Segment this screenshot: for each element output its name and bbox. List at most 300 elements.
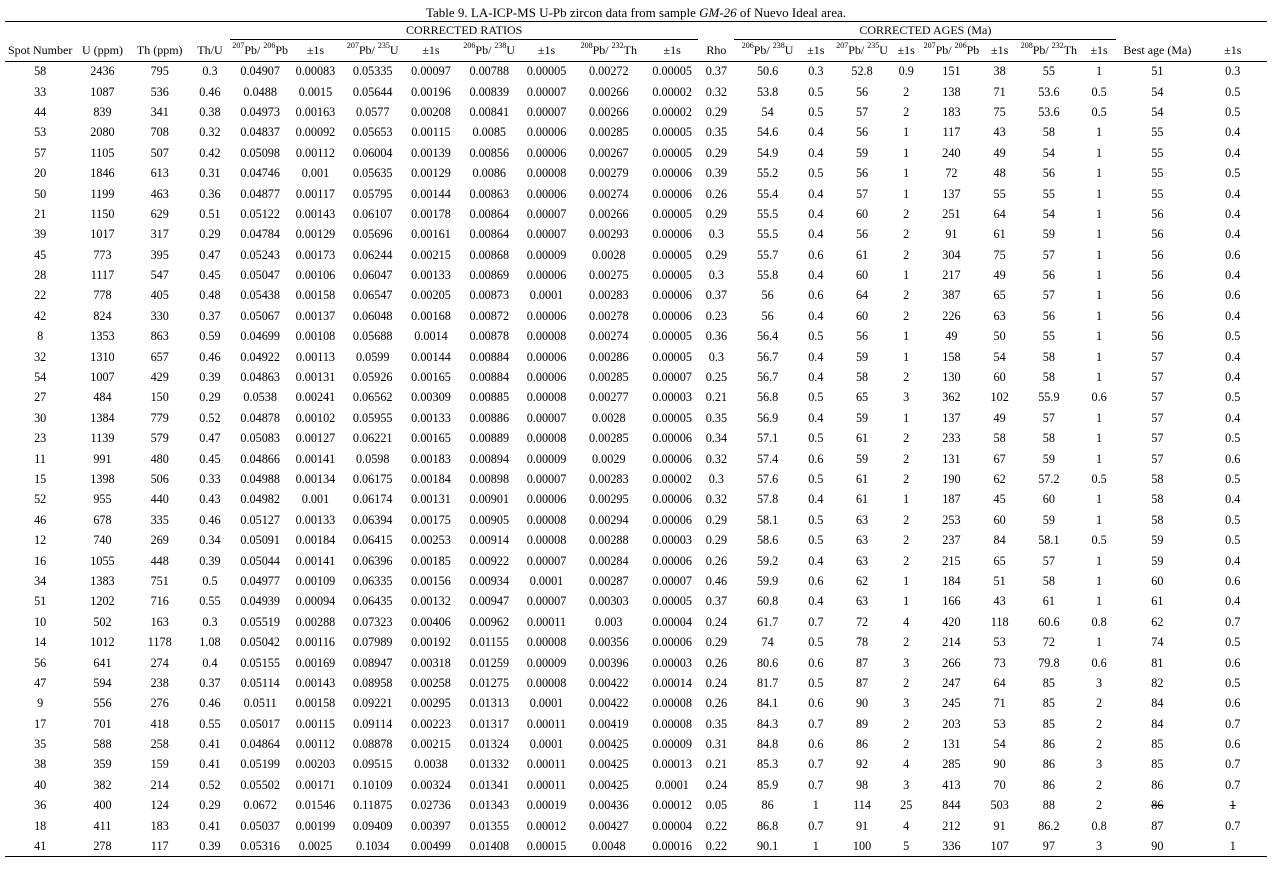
table-cell: 0.46	[199, 696, 221, 711]
table-cell: 0.01343	[469, 798, 510, 813]
table-cell: 39	[34, 227, 47, 242]
table-cell: 15	[34, 472, 47, 486]
table-cell: 57	[1151, 431, 1164, 446]
table-cell: 0.39	[705, 166, 728, 181]
table-cell: 107	[984, 836, 1016, 856]
table-cell: 0.05955	[352, 410, 393, 425]
table-cell: 0.00873	[469, 288, 510, 303]
table-cell: 49	[993, 145, 1006, 160]
table-cell: 0.4	[202, 655, 218, 670]
table-cell: 0.00288	[588, 533, 629, 548]
table-cell: 91	[855, 818, 869, 833]
table-cell: 0.00406	[411, 614, 451, 629]
table-cell: 0.00006	[526, 308, 567, 323]
table-cell: 0.6	[808, 288, 824, 303]
table-row	[5, 245, 1267, 265]
table-cell: 502	[93, 614, 112, 629]
table-cell: 1	[1199, 836, 1267, 856]
table-cell: 0.05067	[240, 308, 280, 323]
table-row	[5, 408, 1267, 428]
table-cell: 0.01324	[469, 737, 510, 752]
table-cell: 0.31	[705, 737, 728, 752]
table-cell: 0.00008	[526, 675, 567, 690]
table-cell: 0.22	[705, 818, 728, 833]
table-cell: 75	[993, 247, 1006, 262]
table-cell: 420	[942, 614, 961, 629]
table-row	[5, 265, 1267, 285]
table-cell: 214	[942, 635, 961, 650]
table-cell: 55.4	[756, 186, 779, 201]
table-cell: 61	[1042, 594, 1055, 609]
table-cell: 86.2	[1038, 818, 1060, 833]
table-cell: 0.05037	[240, 818, 280, 833]
table-cell: 4	[903, 614, 910, 629]
table-cell: 51	[1151, 64, 1164, 79]
table-cell: 0.00006	[526, 145, 567, 160]
table-cell: 59	[855, 451, 869, 466]
table-cell: 124	[150, 798, 169, 813]
table-cell: 0.05044	[240, 553, 280, 568]
table-cell: 0.7	[1225, 818, 1241, 833]
table-cell: 226	[942, 308, 961, 323]
table-cell: 0.07989	[352, 635, 393, 650]
table-cell: 60	[855, 206, 869, 221]
table-cell: 2	[903, 206, 910, 221]
table-cell: 0.00003	[652, 533, 692, 548]
table-cell: 0.0086	[472, 166, 506, 181]
table-row	[5, 694, 1267, 714]
table-cell: 56	[855, 329, 869, 344]
table-cell: 0.47	[199, 247, 221, 262]
table-cell: 130	[942, 370, 961, 385]
table-cell: 0.01408	[457, 836, 521, 856]
caption-suffix: of Nuevo Ideal area.	[736, 5, 847, 20]
table-cell: 955	[93, 492, 112, 507]
table-cell: 64	[993, 675, 1006, 690]
table-cell: 117	[942, 125, 961, 140]
table-cell: 86	[1042, 737, 1055, 752]
table-cell: 0.24	[705, 777, 728, 792]
table-cell: 0.00005	[652, 268, 692, 283]
table-cell: 0.06415	[352, 533, 393, 548]
table-cell: 536	[150, 84, 169, 99]
table-cell: 0.35	[705, 716, 728, 731]
table-cell: 0.00884	[469, 370, 510, 385]
table-cell: 0.32	[705, 84, 728, 99]
table-cell: 330	[150, 308, 169, 323]
table-cell: 0.00183	[411, 451, 451, 466]
table-cell: 278	[75, 836, 129, 856]
table-cell: 1.08	[199, 635, 221, 650]
table-cell: 49	[945, 329, 958, 344]
column-header: ±1s	[405, 40, 457, 62]
table-cell: 0.0038	[414, 757, 448, 772]
table-cell: 0.00117	[295, 186, 336, 201]
table-cell: 0.3	[708, 227, 724, 242]
table-cell: 0.00131	[295, 370, 336, 385]
table-cell: 85	[1151, 757, 1164, 772]
table-cell: 0.6	[1225, 288, 1241, 303]
table-cell: 65	[993, 288, 1006, 303]
table-cell: 0.00144	[411, 349, 451, 364]
table-cell: 137	[942, 186, 961, 201]
table-cell: 0.39	[190, 836, 230, 856]
table-cell: 51	[993, 573, 1006, 588]
table-cell: 0.00309	[411, 390, 451, 405]
table-cell: 1	[903, 125, 910, 140]
column-header: Rho	[698, 40, 734, 62]
table-cell: 0.29	[705, 247, 728, 262]
table-cell: 0.00006	[652, 635, 692, 650]
table-cell: 359	[93, 757, 112, 772]
table-cell: 55	[993, 186, 1006, 201]
table-cell: 1	[1096, 594, 1103, 609]
table-cell: 0.5	[808, 390, 824, 405]
table-cell: 0.00869	[469, 268, 510, 283]
table-cell: 3	[903, 655, 910, 670]
table-cell: 0.00203	[295, 757, 336, 772]
table-cell: 0.4	[1225, 268, 1241, 283]
table-cell: 0.00287	[588, 573, 629, 588]
table-cell: 58	[855, 370, 869, 385]
table-cell: 1	[1096, 125, 1103, 140]
table-cell: 0.00005	[652, 594, 692, 609]
table-cell: 1	[903, 410, 910, 425]
table-cell: 61	[855, 431, 869, 446]
table-cell: 0.09221	[352, 696, 393, 711]
table-cell: 0.05155	[240, 655, 280, 670]
table-cell: 1	[1096, 206, 1103, 221]
table-cell: 57	[1042, 247, 1055, 262]
table-cell: 57.2	[1038, 472, 1060, 486]
table-cell: 0.00223	[411, 716, 451, 731]
table-cell: 1	[1096, 308, 1103, 323]
table-cell: 0.48	[199, 288, 221, 303]
table-cell: 0.5	[1225, 104, 1241, 119]
table-cell: 0.32	[705, 451, 728, 466]
table-cell: 63	[993, 308, 1006, 323]
table-cell: 0.00005	[652, 349, 692, 364]
table-cell: 0.00288	[295, 614, 336, 629]
table-cell: 336	[919, 836, 983, 856]
table-row	[5, 102, 1267, 122]
table-cell: 0.00106	[295, 268, 336, 283]
table-cell: 0.05091	[240, 533, 280, 548]
table-cell: 0.00422	[588, 675, 629, 690]
table-cell: 0.00436	[588, 798, 629, 813]
column-header: ±1s	[290, 40, 340, 62]
table-row	[5, 449, 1267, 469]
table-cell: 54	[993, 737, 1006, 752]
table-cell: 0.001	[301, 492, 330, 507]
table-cell: 0.5	[1225, 533, 1241, 548]
table-cell: 0.00863	[469, 186, 510, 201]
table-cell: 60	[993, 370, 1006, 385]
table-cell: 0.29	[199, 798, 221, 813]
table-cell: 0.37	[705, 64, 728, 79]
table-cell: 0.5	[1225, 390, 1241, 405]
table-cell: 0.00266	[588, 104, 629, 119]
table-cell: 0.46	[199, 84, 221, 99]
table-cell: 0.00008	[526, 635, 567, 650]
table-cell: 0.00285	[588, 125, 629, 140]
table-cell: 245	[942, 696, 961, 711]
table-cell: 240	[942, 145, 961, 160]
table-cell: 507	[150, 145, 169, 160]
table-cell: 65	[855, 390, 869, 405]
table-cell: 362	[942, 390, 961, 405]
table-cell: 79.8	[1038, 655, 1060, 670]
table-cell: 0.4	[808, 492, 824, 507]
table-cell: 0.003	[595, 614, 623, 629]
table-cell: 10	[34, 614, 47, 629]
table-cell: 0.00112	[295, 145, 336, 160]
table-cell: 60	[855, 268, 869, 283]
column-header: ±1s	[1082, 40, 1116, 62]
table-cell: 251	[942, 206, 961, 221]
table-cell: 75	[993, 104, 1006, 119]
table-cell: 50.6	[756, 64, 779, 79]
table-cell: 0.5	[808, 329, 824, 344]
table-cell: 233	[942, 431, 961, 446]
table-cell: 839	[93, 104, 112, 119]
table-cell: 0.00889	[469, 431, 510, 446]
table-cell: 0.06396	[352, 553, 393, 568]
table-cell: 215	[942, 553, 961, 568]
table-cell: 0.00007	[526, 227, 567, 242]
table-cell: 74	[1151, 635, 1164, 650]
table-cell: 0.0025	[290, 836, 340, 856]
table-row	[5, 551, 1267, 571]
table-cell: 2	[1096, 777, 1103, 792]
table-cell: 0.21	[705, 757, 728, 772]
table-cell: 137	[942, 410, 961, 425]
table-cell: 163	[150, 614, 169, 629]
table-cell: 1384	[90, 410, 115, 425]
table-cell: 0.24	[705, 675, 728, 690]
table-cell: 0.0001	[655, 777, 689, 792]
table-cell: 72	[1042, 635, 1055, 650]
table-cell: 1150	[90, 206, 115, 221]
table-cell: 56	[761, 308, 774, 323]
table-cell: 58	[993, 431, 1006, 446]
table-cell: 0.00009	[526, 451, 567, 466]
table-cell: 716	[150, 594, 169, 609]
table-row	[5, 367, 1267, 387]
table-cell: 0.05243	[240, 247, 280, 262]
table-row	[5, 836, 1267, 856]
table-cell: 0.26	[705, 186, 728, 201]
table-cell: 411	[93, 818, 112, 833]
table-cell: 0.00137	[295, 308, 336, 323]
table-cell: 43	[993, 125, 1006, 140]
table-cell: 0.06562	[352, 390, 393, 405]
table-cell: 0.04746	[240, 166, 280, 181]
column-header: $^{207}$Pb/ $^{206}$Pb	[230, 40, 290, 62]
table-cell: 0.01275	[469, 675, 510, 690]
table-cell: 63	[855, 533, 869, 548]
table-cell: 0.04863	[240, 370, 280, 385]
table-cell: 2	[903, 308, 910, 323]
table-cell: 49	[993, 410, 1006, 425]
table-cell: 2	[1096, 696, 1103, 711]
table-cell: 0.39	[199, 370, 221, 385]
table-cell: 57.8	[756, 492, 779, 507]
table-cell: 151	[942, 64, 961, 79]
table-cell: 2	[1096, 716, 1103, 731]
table-cell: 258	[150, 737, 169, 752]
table-cell: 78	[855, 635, 869, 650]
table-cell: 0.0001	[529, 288, 564, 303]
table-cell: 0.05519	[240, 614, 280, 629]
table-cell: 59	[1042, 451, 1055, 466]
table-cell: 0.00007	[652, 573, 692, 588]
table-cell: 0.5	[1225, 472, 1241, 486]
table-cell: 0.00901	[469, 492, 510, 507]
table-cell: 0.05653	[352, 125, 393, 140]
table-cell: 2	[903, 451, 910, 466]
table-cell: 56.4	[756, 329, 779, 344]
table-cell: 53.8	[756, 84, 779, 99]
table-cell: 0.00184	[295, 533, 336, 548]
table-cell: 0.6	[1225, 573, 1241, 588]
table-cell: 701	[93, 716, 112, 731]
table-cell: 269	[150, 533, 169, 548]
table-cell: 1	[1096, 512, 1103, 527]
table-cell: 58	[1151, 512, 1164, 527]
table-cell: 317	[150, 227, 169, 242]
table-cell: 2436	[90, 64, 115, 79]
table-cell: 413	[942, 777, 961, 792]
table-cell: 0.6	[1091, 390, 1107, 405]
table-cell: 0.00005	[652, 206, 692, 221]
table-cell: 36	[34, 798, 47, 813]
table-cell: 0.00934	[469, 573, 510, 588]
column-header-row	[5, 40, 1267, 62]
table-cell: 0.00922	[469, 553, 510, 568]
table-cell: 57	[1042, 288, 1055, 303]
table-cell: 56	[855, 84, 869, 99]
table-cell: 0.52	[199, 777, 221, 792]
table-cell: 54	[34, 370, 47, 385]
table-cell: 22	[34, 288, 47, 303]
table-cell: 1	[903, 186, 910, 201]
table-row	[5, 388, 1267, 408]
table-cell: 1310	[90, 349, 115, 364]
table-cell: 0.00008	[652, 696, 692, 711]
table-cell: 238	[150, 675, 169, 690]
table-cell: 0.0577	[355, 104, 390, 119]
table-cell: 0.00112	[295, 737, 336, 752]
table-cell: 0.06435	[352, 594, 393, 609]
table-cell: 0.43	[199, 492, 221, 507]
table-cell: 55.5	[756, 206, 779, 221]
table-cell: 118	[990, 614, 1009, 629]
table-cell: 1	[1096, 227, 1103, 242]
table-cell: 2	[903, 737, 910, 752]
table-row	[5, 429, 1267, 449]
table-cell: 57	[1151, 390, 1164, 405]
table-cell: 1055	[90, 553, 115, 568]
table-cell: 0.04977	[240, 573, 280, 588]
table-cell: 0.01259	[469, 655, 510, 670]
table-cell: 59	[855, 410, 869, 425]
table-cell: 0.0029	[592, 451, 626, 466]
table-cell: 50	[34, 186, 47, 201]
table-cell: 0.00274	[588, 186, 629, 201]
table-cell: 56	[1151, 329, 1164, 344]
table-cell: 60	[1042, 492, 1055, 507]
table-cell: 0.09114	[353, 716, 393, 731]
table-cell: 61	[855, 247, 869, 262]
table-row	[5, 530, 1267, 550]
table-cell: 0.29	[705, 533, 728, 548]
table-cell: 54	[1151, 104, 1164, 119]
table-cell: 56	[1151, 247, 1164, 262]
table-cell: 85.3	[756, 757, 779, 772]
table-cell: 84.8	[756, 737, 779, 752]
table-cell: 81.7	[756, 675, 779, 690]
table-cell: 1	[1096, 635, 1103, 650]
table-cell: 0.0488	[243, 84, 277, 99]
table-cell: 1	[1096, 451, 1103, 466]
table-cell: 64	[855, 288, 869, 303]
table-cell: 0.00005	[652, 329, 692, 344]
table-cell: 3	[1082, 836, 1116, 856]
table-cell: 58	[1042, 125, 1055, 140]
table-cell: 0.5	[1091, 533, 1107, 548]
table-cell: 18	[34, 818, 47, 833]
table-cell: 54	[1042, 145, 1055, 160]
table-cell: 56	[855, 166, 869, 181]
table-cell: 38	[993, 64, 1006, 79]
table-cell: 0.00002	[652, 84, 692, 99]
table-cell: 0.7	[808, 777, 824, 792]
table-cell: 0.00158	[295, 696, 336, 711]
table-cell: 49	[993, 268, 1006, 283]
table-cell: 0.01317	[469, 716, 510, 731]
table-cell: 0.00009	[652, 737, 692, 752]
table-row	[5, 592, 1267, 612]
table-cell: 85	[1042, 716, 1055, 731]
table-cell: 795	[150, 64, 169, 79]
table-cell: 3	[903, 390, 910, 405]
table-cell: 0.04939	[240, 594, 280, 609]
table-cell: 74	[761, 635, 774, 650]
table-cell: 594	[93, 675, 112, 690]
table-cell: 53	[34, 125, 47, 140]
table-cell: 33	[34, 84, 47, 99]
table-cell: 0.00108	[295, 329, 336, 344]
table-cell: 2	[1096, 798, 1103, 813]
table-cell: 86	[1151, 798, 1164, 813]
table-cell: 0.05098	[240, 145, 280, 160]
table-cell: 0.7	[1225, 716, 1241, 731]
table-cell: 0.35	[705, 410, 728, 425]
table-cell: 824	[93, 308, 112, 323]
table-cell: 0.5	[1091, 104, 1107, 119]
table-cell: 70	[993, 777, 1006, 792]
table-cell: 0.05316	[230, 836, 290, 856]
table-cell: 400	[93, 798, 112, 813]
table-cell: 0.08958	[352, 675, 393, 690]
table-cell: 0.00012	[652, 798, 692, 813]
table-cell: 44	[34, 104, 47, 119]
table-cell: 0.00006	[652, 308, 692, 323]
table-cell: 60.6	[1038, 614, 1060, 629]
table-cell: 82	[1151, 675, 1164, 690]
table-cell: 0.00006	[652, 288, 692, 303]
